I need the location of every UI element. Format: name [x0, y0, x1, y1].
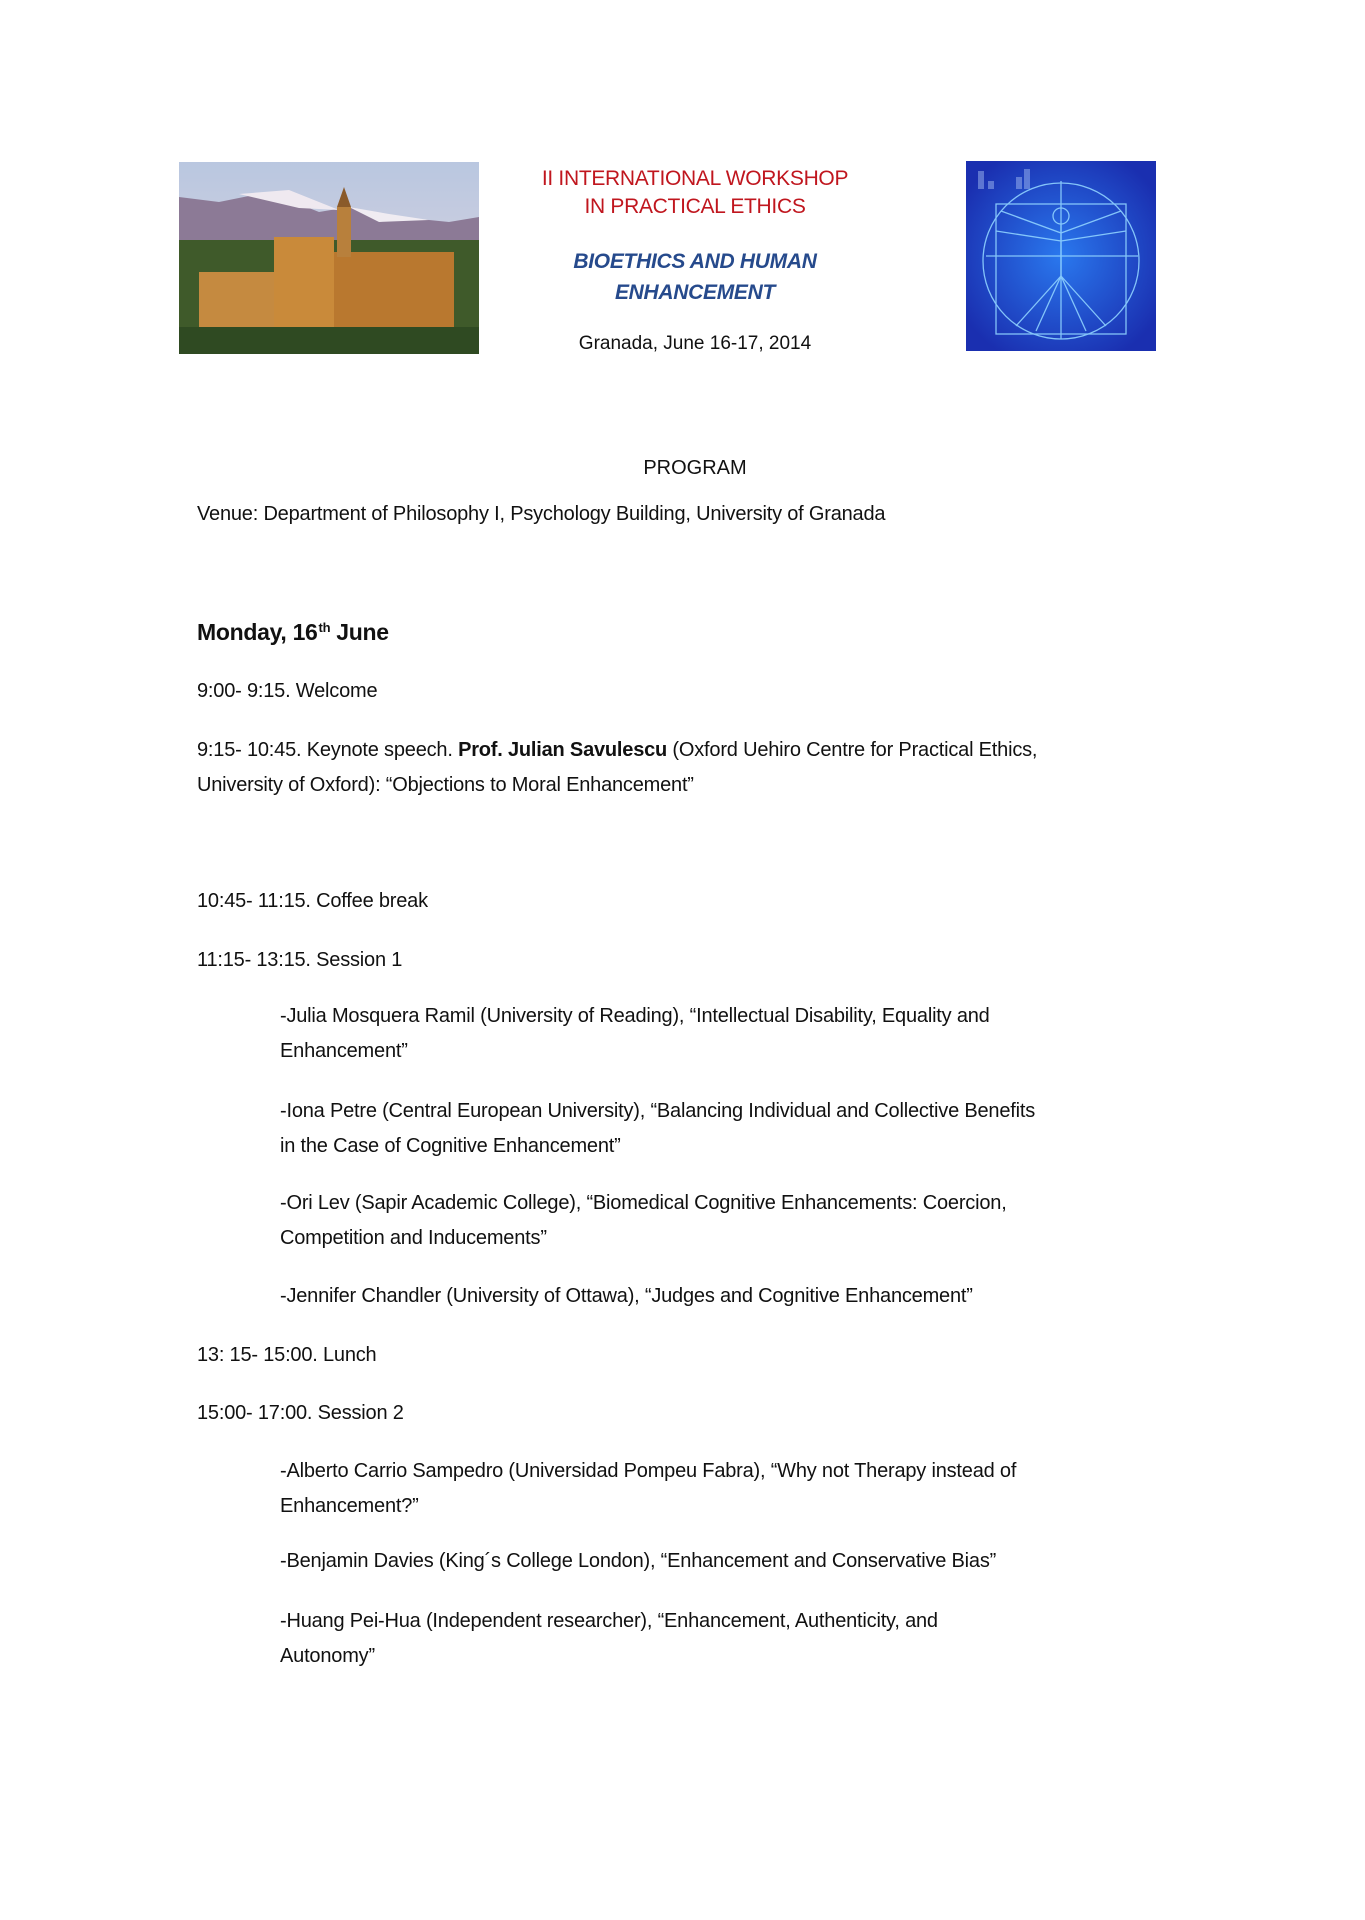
session2-talk-3-line2: Autonomy”	[280, 1645, 375, 1667]
day-heading	[197, 618, 389, 646]
workshop-place-date: Granada, June 16-17, 2014	[578, 333, 812, 354]
session1-talk-1-line2: Enhancement”	[280, 1040, 408, 1062]
session1-talk-2-line1: -Iona Petre (Central European University), “Balancing Individual and Collective Benefits	[280, 1100, 1036, 1122]
vitruvian-man-image	[966, 161, 1156, 351]
workshop-subtitle-line1: BIOETHICS AND HUMAN	[573, 250, 817, 273]
session2-talk-2-line1: -Benjamin Davies (King´s College London), “Enhancement and Conservative Bias”	[280, 1550, 997, 1572]
schedule-keynote-line2: University of Oxford): “Objections to Moral Enhancement”	[197, 774, 694, 796]
day-month: June	[330, 619, 389, 645]
schedule-session2: 15:00- 17:00. Session 2	[197, 1402, 404, 1424]
alhambra-photo	[179, 162, 479, 354]
session1-talk-1-line1: -Julia Mosquera Ramil (University of Reading), “Intellectual Disability, Equality and	[280, 1005, 990, 1027]
day-ordinal-suffix: th	[318, 620, 331, 635]
session1-talk-3-line1: -Ori Lev (Sapir Academic College), “Biomedical Cognitive Enhancements: Coercion,	[280, 1192, 1007, 1214]
venue-text: Venue: Department of Philosophy I, Psychology Building, University of Granada	[197, 503, 886, 525]
vitruvian-illustration	[966, 161, 1156, 351]
session2-talk-3-line1: -Huang Pei-Hua (Independent researcher), “Enhancement, Authenticity, and	[280, 1610, 938, 1632]
workshop-title-line2: IN PRACTICAL ETHICS	[584, 195, 806, 218]
session1-talk-2-line2: in the Case of Cognitive Enhancement”	[280, 1135, 621, 1157]
keynote-affiliation: (Oxford Uehiro Centre for Practical Ethics,	[667, 739, 1038, 761]
schedule-coffee-break: 10:45- 11:15. Coffee break	[197, 890, 428, 912]
schedule-keynote-line1	[197, 738, 1037, 762]
schedule-session1: 11:15- 13:15. Session 1	[197, 949, 403, 971]
program-heading: PROGRAM	[643, 457, 747, 479]
keynote-speaker: Prof. Julian Savulescu	[458, 739, 668, 761]
alhambra-illustration	[179, 162, 479, 354]
keynote-time: 9:15- 10:45. Keynote speech.	[197, 739, 459, 761]
schedule-welcome: 9:00- 9:15. Welcome	[197, 680, 378, 702]
schedule-lunch: 13: 15- 15:00. Lunch	[197, 1344, 377, 1366]
workshop-title-line1: II INTERNATIONAL WORKSHOP	[541, 167, 849, 190]
session2-talk-1-line2: Enhancement?”	[280, 1495, 419, 1517]
workshop-subtitle-line2: ENHANCEMENT	[614, 281, 776, 304]
day-name: Monday, 16	[197, 619, 318, 645]
session1-talk-3-line2: Competition and Inducements”	[280, 1227, 547, 1249]
session2-talk-1-line1: -Alberto Carrio Sampedro (Universidad Pompeu Fabra), “Why not Therapy instead of	[280, 1460, 1017, 1482]
session1-talk-4-line1: -Jennifer Chandler (University of Ottawa), “Judges and Cognitive Enhancement”	[280, 1285, 973, 1307]
